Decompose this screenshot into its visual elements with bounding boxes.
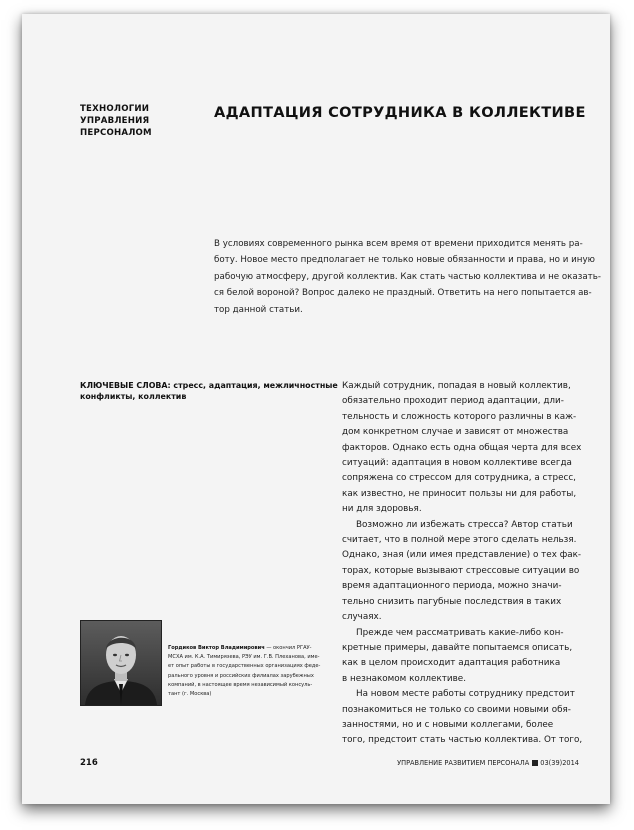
author-bio-line: — окончил РГАУ- [264, 645, 312, 651]
body-line: познакомиться не только со своими новыми обя- [342, 704, 571, 715]
keywords-line: конфликты, коллектив [80, 391, 187, 401]
author-bio-line: рального уровня и российских филиалах зарубежных [168, 672, 314, 679]
page-number: 216 [80, 758, 98, 768]
separator-square-icon [532, 760, 538, 766]
body-line: занностями, но и с новыми коллегами, более [342, 719, 554, 730]
article-lead [214, 236, 602, 318]
article-body [342, 379, 602, 749]
lead-line: тор данной статьи. [214, 304, 303, 315]
body-line: ситуаций: адаптация в новом коллективе всегда [342, 458, 572, 469]
body-line: дом конкретном случае и зависят от множества [342, 427, 569, 438]
body-line: время адаптационного периода, можно значи- [342, 581, 562, 592]
body-line: случаях. [342, 612, 382, 623]
body-line: торах, которые вызывают стрессовые ситуации во [342, 565, 580, 576]
body-line: как известно, не приносит пользы ни для работы, [342, 488, 577, 499]
lead-line: рабочую атмосферу, другой коллектив. Как стать частью коллектива и не оказать- [214, 271, 602, 282]
body-line: кретные примеры, давайте попытаемся описать, [342, 642, 573, 653]
keywords-block [80, 381, 338, 402]
author-photo [80, 620, 162, 706]
body-line: в незнакомом коллективе. [342, 673, 467, 684]
lead-line: ся белой вороной? Вопрос далеко не праздный. Ответить на него попытается ав- [214, 288, 592, 299]
rubric-line: УПРАВЛЕНИЯ [80, 116, 150, 126]
lead-line: боту. Новое место предполагает не только новые обязанности и права, но и иную [214, 255, 595, 266]
author-info [168, 644, 328, 699]
body-line: того, предстоит стать частью коллектива. От того, [342, 735, 583, 746]
rubric-line: ПЕРСОНАЛОМ [80, 128, 152, 138]
journal-issue: 03(39)2014 [540, 759, 579, 767]
lead-line: В условиях современного рынка всем время от времени приходится менять ра- [214, 239, 583, 249]
journal-name: УПРАВЛЕНИЕ РАЗВИТИЕМ ПЕРСОНАЛА [397, 759, 530, 767]
author-portrait-image [81, 621, 161, 705]
body-line: факторов. Однако есть одна общая черта для всех [342, 442, 582, 453]
section-rubric [80, 103, 180, 139]
rubric-line: ТЕХНОЛОГИИ [80, 104, 150, 114]
author-bio-line: компаний, в настоящее время независимый консуль- [168, 681, 313, 688]
body-line: На новом месте работы сотруднику предстоит [356, 689, 575, 700]
author-bio-line: тант (г. Москва) [168, 691, 212, 698]
author-name: Гордиков Виктор Владимирович [168, 645, 265, 651]
body-line: Прежде чем рассматривать какие-либо кон- [356, 627, 564, 638]
body-line: тельность и сложность которого различны в каж- [342, 411, 577, 422]
article-title: АДАПТАЦИЯ СОТРУДНИКА В КОЛЛЕКТИВЕ [214, 104, 586, 121]
body-line: тельно снизить пагубные последствия в таких [342, 596, 562, 607]
body-line: Однако, зная (или имея представление) о тех фак- [342, 550, 582, 561]
body-line: ни для здоровья. [342, 504, 422, 515]
author-bio-line: ет опыт работы в государственных организациях феде- [168, 663, 321, 670]
magazine-page [22, 14, 610, 804]
body-line: как в целом происходит адаптация работника [342, 658, 561, 669]
body-line: Каждый сотрудник, попадая в новый коллектив, [342, 381, 571, 391]
body-line: сопряжена со стрессом для сотрудника, а стресс, [342, 473, 576, 484]
body-line: обязательно проходит период адаптации, дли- [342, 396, 564, 407]
author-bio-line: МСХА им. К.А. Тимирязева, РЭУ им. Г.В. Плеханова, име- [168, 654, 320, 661]
journal-footer [397, 759, 579, 767]
body-line: Возможно ли избежать стресса? Автор статьи [356, 519, 573, 530]
body-line: считает, что в полной мере этого сделать нельзя. [342, 535, 577, 546]
keywords-line: КЛЮЧЕВЫЕ СЛОВА: стресс, адаптация, межличностные [80, 381, 338, 390]
